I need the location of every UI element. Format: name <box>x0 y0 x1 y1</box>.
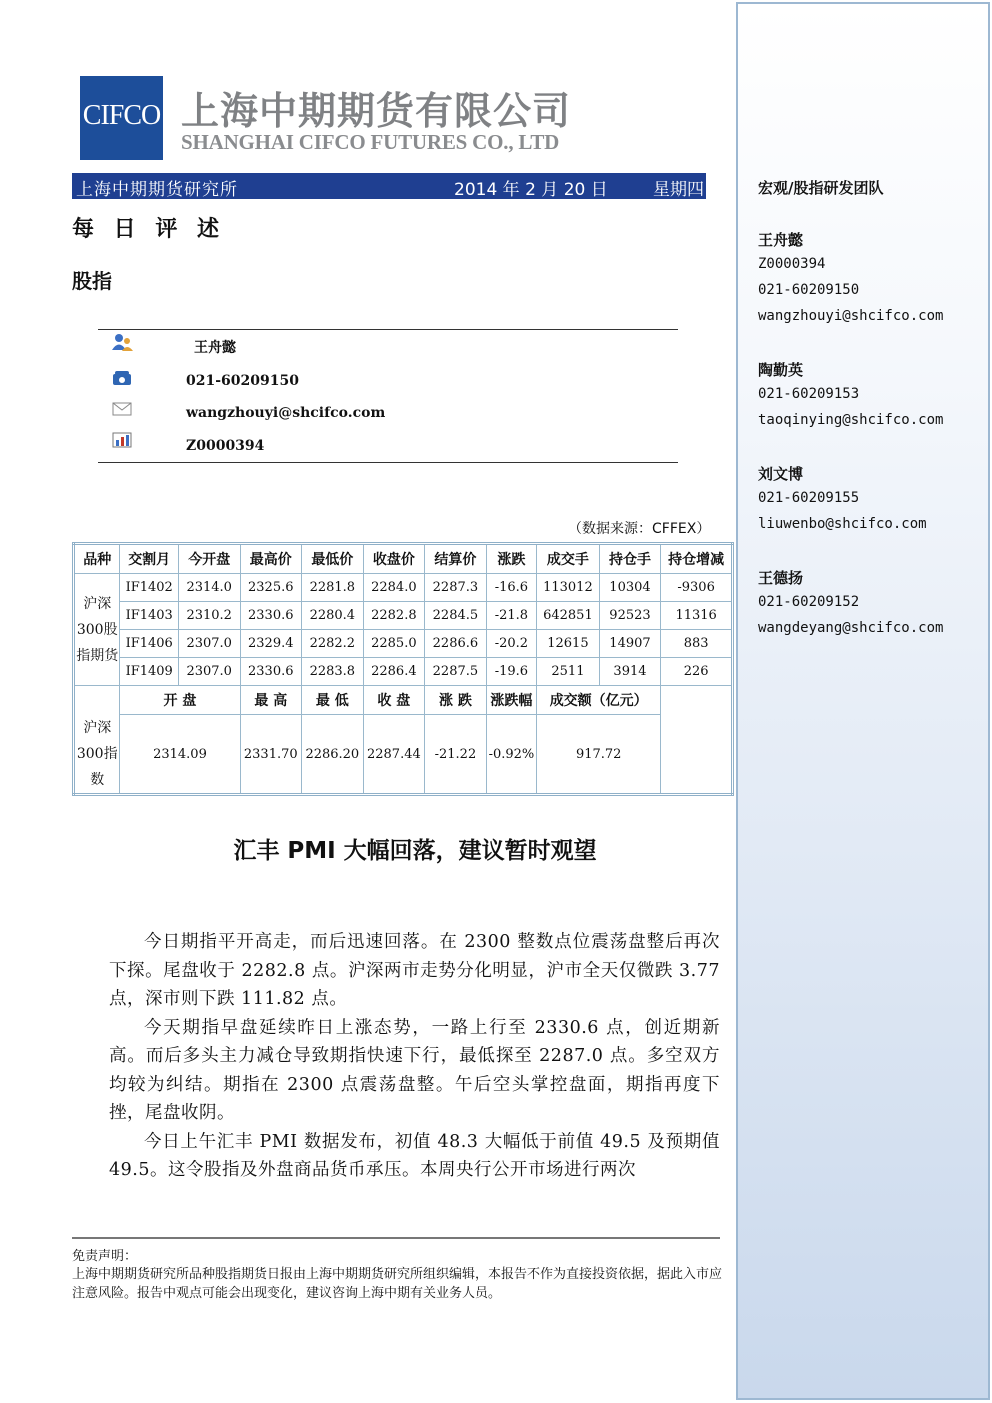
table-cell: IF1406 <box>120 630 179 658</box>
index-row <box>74 715 733 795</box>
disclaimer-title: 免责声明： <box>72 1249 138 1264</box>
header-cell: 最低价 <box>302 544 364 574</box>
table-cell: 10304 <box>599 574 661 602</box>
phone-icon <box>112 370 132 386</box>
report-header-bar <box>72 173 706 199</box>
chart-icon <box>112 432 132 448</box>
member-phone: 021-60209152 <box>758 594 860 610</box>
header-cell: 持仓增减 <box>661 544 733 574</box>
table-cell: 11316 <box>661 602 733 630</box>
table-cell: 14907 <box>599 630 661 658</box>
subsection-title: 股指 <box>72 269 112 293</box>
report-weekday: 星期四 <box>653 180 704 200</box>
table-row <box>74 602 733 630</box>
table-cell: IF1402 <box>120 574 179 602</box>
article-body <box>109 928 720 1185</box>
report-date: 2014 年 2 月 20 日 <box>454 180 608 200</box>
table-cell: 2307.0 <box>178 658 240 686</box>
header-cell: 成交额（亿元） <box>537 686 661 715</box>
table-cell: 2314.0 <box>178 574 240 602</box>
contact-bottom-divider <box>98 462 678 463</box>
company-name-cn: 上海中期期货有限公司 <box>181 89 572 133</box>
table-cell: -19.6 <box>486 658 536 686</box>
table-cell: 2283.8 <box>302 658 364 686</box>
table-cell: 2282.8 <box>363 602 425 630</box>
table-cell: 642851 <box>537 602 600 630</box>
table-row <box>74 630 733 658</box>
index-label-cell: 沪深300指数 <box>74 715 120 795</box>
table-cell: IF1403 <box>120 602 179 630</box>
member-name: 王德扬 <box>758 569 804 587</box>
member-email[interactable]: taoqinying@shcifco.com <box>758 412 944 428</box>
table-cell: 2286.20 <box>302 715 364 795</box>
index-header-row <box>74 686 733 715</box>
table-cell: -21.22 <box>425 715 487 795</box>
product-cell: 沪深300股指期货 <box>74 574 120 686</box>
table-cell: 2330.6 <box>240 602 302 630</box>
header-cell: 品种 <box>74 544 120 574</box>
team-sidebar <box>736 2 990 1400</box>
header-cell: 最高价 <box>240 544 302 574</box>
disclaimer-text: 上海中期期货研究所品种股指期货日报由上海中期期货研究所组织编辑，本报告不作为直接投资依据，据此入市应注意风险。报告中观点可能会出现变化，建议咨询上海中期有关业务人员。 <box>72 1267 723 1301</box>
futures-quote-table <box>72 542 734 796</box>
member-name: 王舟懿 <box>758 231 804 249</box>
table-cell: 2287.3 <box>425 574 487 602</box>
header-cell: 交割月 <box>120 544 179 574</box>
header-cell: 开 盘 <box>120 686 240 715</box>
table-cell: 2282.2 <box>302 630 364 658</box>
header-cell: 最 低 <box>302 686 364 715</box>
table-cell: 2284.5 <box>425 602 487 630</box>
member-email[interactable]: wangdeyang@shcifco.com <box>758 620 944 636</box>
table-cell: 2511 <box>537 658 600 686</box>
table-cell: 12615 <box>537 630 600 658</box>
footer-divider <box>72 1237 720 1239</box>
company-name-en: SHANGHAI CIFCO FUTURES CO., LTD <box>181 130 560 154</box>
header-cell: 持仓手 <box>599 544 661 574</box>
header-cell: 涨跌 <box>486 544 536 574</box>
member-email[interactable]: wangzhouyi@shcifco.com <box>758 308 944 324</box>
header-cell: 收 盘 <box>363 686 425 715</box>
header-cell: 结算价 <box>425 544 487 574</box>
table-cell: -0.92% <box>486 715 536 795</box>
table-row <box>74 574 733 602</box>
table-cell: 2287.44 <box>363 715 425 795</box>
table-cell: 2281.8 <box>302 574 364 602</box>
table-cell: 2331.70 <box>240 715 302 795</box>
table-header-row <box>74 544 733 574</box>
header-cell: 今开盘 <box>178 544 240 574</box>
member-phone: 021-60209153 <box>758 386 860 402</box>
article-headline: 汇丰 PMI 大幅回落，建议暂时观望 <box>233 838 597 864</box>
member-email[interactable]: liuwenbo@shcifco.com <box>758 516 927 532</box>
table-cell: 113012 <box>537 574 600 602</box>
table-cell: 917.72 <box>537 715 661 795</box>
body-paragraph: 今日上午汇丰 PMI 数据发布，初值 48.3 大幅低于前值 49.5 及预期值 49.5。这令股指及外盘商品货币承压。本周央行公开市场进行两次 <box>109 1131 720 1180</box>
header-cell: 涨 跌 <box>425 686 487 715</box>
contact-top-divider <box>98 329 678 330</box>
table-cell: -16.6 <box>486 574 536 602</box>
body-paragraph: 今日期指平开高走，而后迅速回落。在 2300 整数点位震荡盘整后再次下探。尾盘收于 2282.8 点。沪深两市走势分化明显，沪市全天仅微跌 3.77 点，深市则下跌 111.82 点。 <box>109 932 720 1009</box>
contact-phone: 021-60209150 <box>186 373 299 389</box>
member-name: 刘文博 <box>758 465 804 483</box>
table-cell: 2287.5 <box>425 658 487 686</box>
table-cell: -20.2 <box>486 630 536 658</box>
table-cell: 2284.0 <box>363 574 425 602</box>
header-cell: 成交手 <box>537 544 600 574</box>
table-cell: 2325.6 <box>240 574 302 602</box>
empty-cell <box>74 686 120 715</box>
header-cell: 最 高 <box>240 686 302 715</box>
contact-email[interactable]: wangzhouyi@shcifco.com <box>186 405 386 421</box>
member-phone: 021-60209150 <box>758 282 860 298</box>
team-title: 宏观/股指研发团队 <box>758 179 884 197</box>
table-cell: 2329.4 <box>240 630 302 658</box>
table-cell: 2330.6 <box>240 658 302 686</box>
table-cell: 92523 <box>599 602 661 630</box>
table-cell: 2307.0 <box>178 630 240 658</box>
header-cell: 收盘价 <box>363 544 425 574</box>
member-phone: 021-60209155 <box>758 490 860 506</box>
contact-license: Z0000394 <box>186 438 265 454</box>
logo-text: CIFCO <box>82 100 161 131</box>
company-logo <box>80 76 163 160</box>
table-cell: -9306 <box>661 574 733 602</box>
table-cell: 883 <box>661 630 733 658</box>
table-cell: 2280.4 <box>302 602 364 630</box>
table-cell: 2286.4 <box>363 658 425 686</box>
table-cell: 3914 <box>599 658 661 686</box>
member-license: Z0000394 <box>758 256 826 272</box>
table-cell: 2310.2 <box>178 602 240 630</box>
table-cell: 2314.09 <box>120 715 240 795</box>
table-cell: 2285.0 <box>363 630 425 658</box>
institute-name: 上海中期期货研究所 <box>76 180 238 200</box>
empty-cell <box>661 686 733 795</box>
member-name: 陶勤英 <box>758 361 804 379</box>
data-source: （数据来源：CFFEX） <box>568 521 711 537</box>
table-cell: 226 <box>661 658 733 686</box>
table-row <box>74 658 733 686</box>
body-paragraph: 今天期指早盘延续昨日上涨态势，一路上行至 2330.6 点，创近期新高。而后多头主力减仓导致期指快速下行，最低探至 2287.0 点。多空双方均较为纠结。期指在 2300 点震荡盘整。午后空头掌控盘面，期指再度下挫，尾盘收阴。 <box>109 1017 720 1123</box>
table-cell: 2286.6 <box>425 630 487 658</box>
email-icon <box>112 401 132 417</box>
table-cell: -21.8 <box>486 602 536 630</box>
table-cell: IF1409 <box>120 658 179 686</box>
section-title: 每 日 评 述 <box>72 216 225 242</box>
person-icon <box>112 333 132 349</box>
contact-name: 王舟懿 <box>194 340 236 356</box>
header-cell: 涨跌幅 <box>486 686 536 715</box>
